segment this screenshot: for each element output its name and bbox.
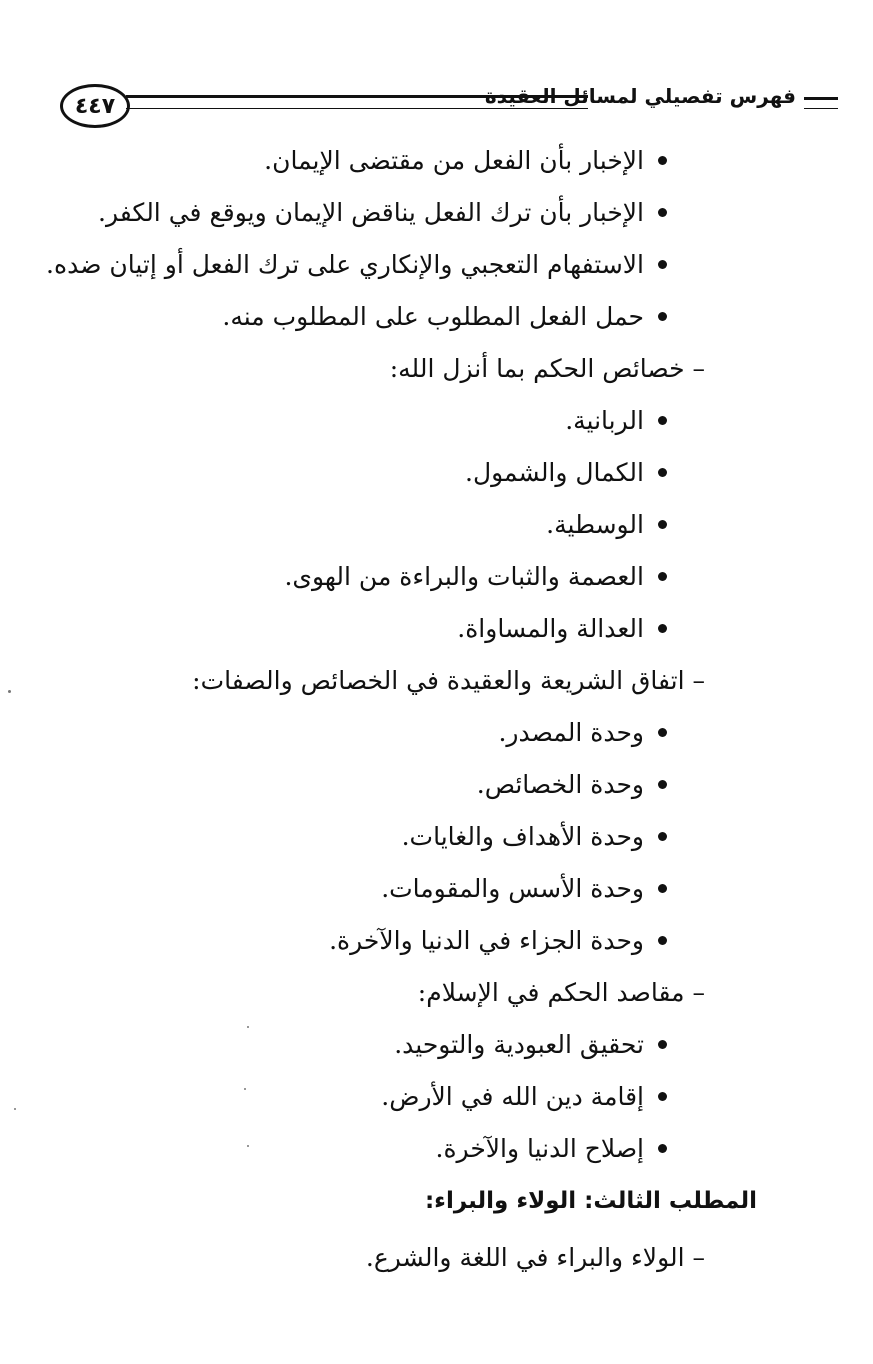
list-item: وحدة الأسس والمقومات. [381, 869, 667, 909]
bullet-icon [658, 1092, 667, 1101]
list-item: إصلاح الدنيا والآخرة. [436, 1129, 668, 1169]
list-item: وحدة الخصائص. [477, 765, 667, 805]
bullet-icon [658, 156, 667, 165]
running-title: فهرس تفصيلي لمسائل العقيدة [484, 84, 796, 108]
list-item: الكمال والشمول. [465, 453, 667, 493]
page-header [60, 78, 840, 132]
bullet-icon [658, 1040, 667, 1049]
bullet-icon [658, 468, 667, 477]
subheading: – الولاء والبراء في اللغة والشرع. [365, 1243, 705, 1272]
header-rule-short [804, 97, 838, 109]
bullet-icon [658, 832, 667, 841]
bullet-icon [658, 780, 667, 789]
scan-speck [244, 1088, 246, 1090]
bullet-icon [658, 1144, 667, 1153]
bullet-icon [658, 520, 667, 529]
list-item: إقامة دين الله في الأرض. [381, 1077, 667, 1117]
scan-speck [8, 690, 11, 693]
list-item: الاستفهام التعجبي والإنكاري على ترك الفعل أو إتيان ضده. [46, 245, 667, 285]
page-number: ٤٤٧ [60, 84, 130, 128]
list-item: وحدة الأهداف والغايات. [402, 817, 667, 857]
list-item: تحقيق العبودية والتوحيد. [394, 1025, 667, 1065]
list-item: الإخبار بأن الفعل من مقتضى الإيمان. [264, 141, 667, 181]
bullet-icon [658, 884, 667, 893]
section-heading: المطلب الثالث: الولاء والبراء: [424, 1188, 757, 1214]
bullet-icon [658, 572, 667, 581]
list-item: الوسطية. [546, 505, 667, 545]
bullet-icon [658, 260, 667, 269]
bullet-icon [658, 416, 667, 425]
subheading: – مقاصد الحكم في الإسلام: [417, 978, 705, 1007]
bullet-icon [658, 208, 667, 217]
list-item: العدالة والمساواة. [457, 609, 667, 649]
bullet-icon [658, 624, 667, 633]
subheading: – خصائص الحكم بما أنزل الله: [389, 354, 705, 383]
list-item: الربانية. [565, 401, 667, 441]
bullet-icon [658, 936, 667, 945]
scan-speck [247, 1026, 249, 1028]
list-item: الإخبار بأن ترك الفعل يناقض الإيمان ويوقع في الكفر. [98, 193, 667, 233]
list-item: حمل الفعل المطلوب على المطلوب منه. [222, 297, 667, 337]
subheading: – اتفاق الشريعة والعقيدة في الخصائص والصفات: [192, 666, 705, 695]
list-item: وحدة الجزاء في الدنيا والآخرة. [329, 921, 667, 961]
scan-speck [247, 1145, 249, 1147]
bullet-icon [658, 312, 667, 321]
list-item: العصمة والثبات والبراءة من الهوى. [284, 557, 667, 597]
bullet-icon [658, 728, 667, 737]
scan-speck [14, 1108, 16, 1110]
list-item: وحدة المصدر. [498, 713, 667, 753]
